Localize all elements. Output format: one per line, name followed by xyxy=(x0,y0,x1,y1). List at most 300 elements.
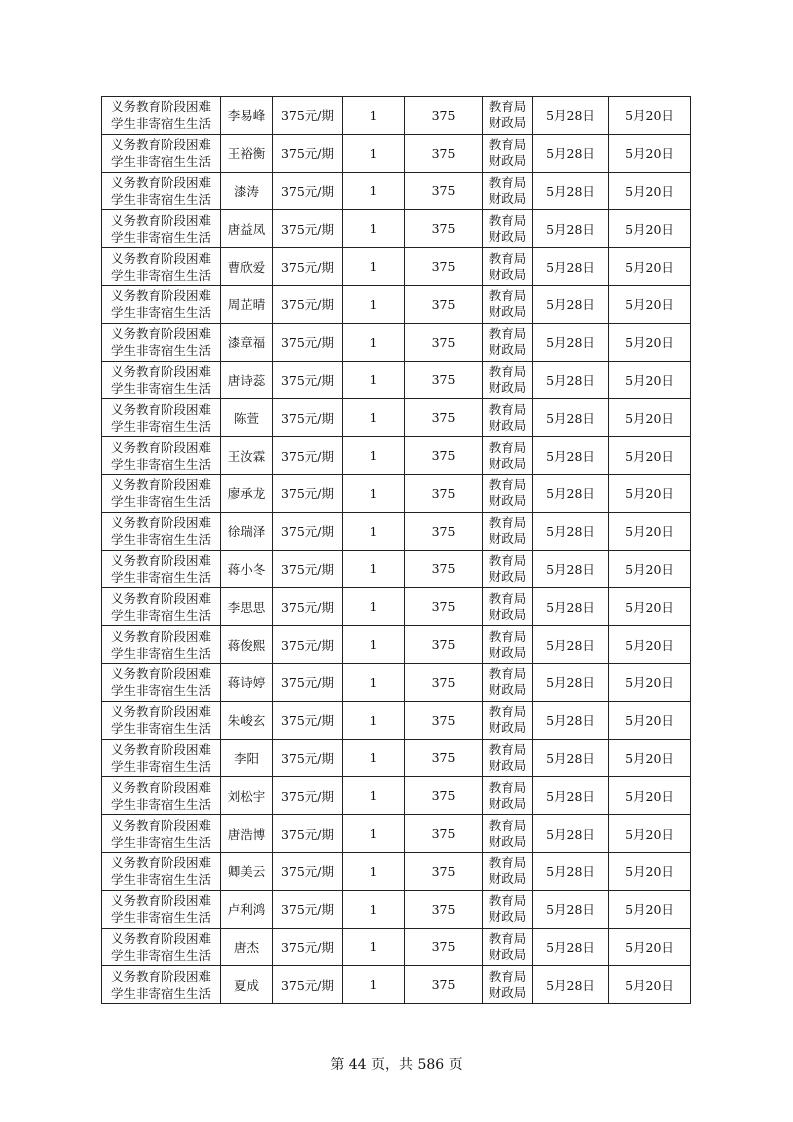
standard-cell: 375元/期 xyxy=(273,815,343,853)
dept-cell-line: 财政局 xyxy=(488,115,527,131)
count-cell: 1 xyxy=(343,210,405,248)
dept-cell-line: 教育局 xyxy=(488,741,527,757)
dept-cell-line: 财政局 xyxy=(488,228,527,244)
item-cell-line: 义务教育阶段困难 xyxy=(110,250,211,266)
date1-cell: 5月28日 xyxy=(533,966,609,1004)
standard-cell: 375元/期 xyxy=(273,663,343,701)
date2-cell: 5月20日 xyxy=(609,361,691,399)
standard-cell: 375元/期 xyxy=(273,361,343,399)
item-cell-line: 义务教育阶段困难 xyxy=(110,968,211,984)
item-cell-line: 义务教育阶段困难 xyxy=(110,628,211,644)
dept-cell-line: 教育局 xyxy=(488,893,527,909)
table-row xyxy=(102,210,691,248)
item-cell-line: 义务教育阶段困难 xyxy=(110,666,211,682)
date1-cell: 5月28日 xyxy=(533,701,609,739)
item-cell xyxy=(102,777,221,815)
item-cell-line: 义务教育阶段困难 xyxy=(110,704,211,720)
count-cell: 1 xyxy=(343,966,405,1004)
table-row xyxy=(102,399,691,437)
amount-cell: 375 xyxy=(405,588,483,626)
name-cell: 李易峰 xyxy=(221,97,273,135)
date1-cell: 5月28日 xyxy=(533,890,609,928)
item-cell xyxy=(102,248,221,286)
dept-cell-line: 教育局 xyxy=(488,930,527,946)
table-row xyxy=(102,248,691,286)
amount-cell: 375 xyxy=(405,210,483,248)
dept-cell xyxy=(483,588,533,626)
date2-cell: 5月20日 xyxy=(609,134,691,172)
dept-cell-line: 教育局 xyxy=(488,401,527,417)
date1-cell: 5月28日 xyxy=(533,172,609,210)
dept-cell-line: 财政局 xyxy=(488,682,527,698)
count-cell: 1 xyxy=(343,134,405,172)
item-cell-line: 义务教育阶段困难 xyxy=(110,99,211,115)
amount-cell: 375 xyxy=(405,777,483,815)
dept-cell xyxy=(483,815,533,853)
count-cell: 1 xyxy=(343,928,405,966)
item-cell xyxy=(102,361,221,399)
date2-cell: 5月20日 xyxy=(609,285,691,323)
item-cell xyxy=(102,172,221,210)
count-cell: 1 xyxy=(343,97,405,135)
table-row xyxy=(102,323,691,361)
dept-cell-line: 教育局 xyxy=(488,515,527,531)
count-cell: 1 xyxy=(343,663,405,701)
dept-cell xyxy=(483,248,533,286)
standard-cell: 375元/期 xyxy=(273,739,343,777)
item-cell xyxy=(102,512,221,550)
date1-cell: 5月28日 xyxy=(533,134,609,172)
amount-cell: 375 xyxy=(405,248,483,286)
count-cell: 1 xyxy=(343,512,405,550)
amount-cell: 375 xyxy=(405,966,483,1004)
count-cell: 1 xyxy=(343,890,405,928)
item-cell-line: 义务教育阶段困难 xyxy=(110,401,211,417)
date2-cell: 5月20日 xyxy=(609,852,691,890)
table-body xyxy=(102,97,691,1004)
item-cell-line: 学生非寄宿生生活 xyxy=(110,796,211,812)
item-cell-line: 义务教育阶段困难 xyxy=(110,137,211,153)
dept-cell xyxy=(483,134,533,172)
dept-cell xyxy=(483,474,533,512)
item-cell-line: 学生非寄宿生生活 xyxy=(110,494,211,510)
date2-cell: 5月20日 xyxy=(609,626,691,664)
standard-cell: 375元/期 xyxy=(273,777,343,815)
standard-cell: 375元/期 xyxy=(273,285,343,323)
dept-cell xyxy=(483,97,533,135)
item-cell xyxy=(102,97,221,135)
date1-cell: 5月28日 xyxy=(533,97,609,135)
dept-cell xyxy=(483,852,533,890)
item-cell-line: 义务教育阶段困难 xyxy=(110,212,211,228)
item-cell-line: 义务教育阶段困难 xyxy=(110,930,211,946)
dept-cell xyxy=(483,739,533,777)
dept-cell-line: 教育局 xyxy=(488,326,527,342)
date2-cell: 5月20日 xyxy=(609,966,691,1004)
date1-cell: 5月28日 xyxy=(533,399,609,437)
date1-cell: 5月28日 xyxy=(533,550,609,588)
dept-cell xyxy=(483,928,533,966)
item-cell-line: 学生非寄宿生生活 xyxy=(110,872,211,888)
date1-cell: 5月28日 xyxy=(533,626,609,664)
item-cell-line: 学生非寄宿生生活 xyxy=(110,418,211,434)
standard-cell: 375元/期 xyxy=(273,701,343,739)
dept-cell-line: 教育局 xyxy=(488,99,527,115)
dept-cell xyxy=(483,285,533,323)
dept-cell xyxy=(483,550,533,588)
dept-cell-line: 财政局 xyxy=(488,493,527,509)
name-cell: 王裕衡 xyxy=(221,134,273,172)
dept-cell-line: 财政局 xyxy=(488,795,527,811)
item-cell-line: 义务教育阶段困难 xyxy=(110,741,211,757)
table-row xyxy=(102,626,691,664)
date1-cell: 5月28日 xyxy=(533,437,609,475)
name-cell: 唐浩博 xyxy=(221,815,273,853)
dept-cell xyxy=(483,512,533,550)
item-cell-line: 学生非寄宿生生活 xyxy=(110,456,211,472)
standard-cell: 375元/期 xyxy=(273,626,343,664)
standard-cell: 375元/期 xyxy=(273,890,343,928)
item-cell-line: 学生非寄宿生生活 xyxy=(110,191,211,207)
dept-cell xyxy=(483,361,533,399)
date2-cell: 5月20日 xyxy=(609,928,691,966)
date2-cell: 5月20日 xyxy=(609,248,691,286)
table-row xyxy=(102,852,691,890)
item-cell-line: 学生非寄宿生生活 xyxy=(110,305,211,321)
standard-cell: 375元/期 xyxy=(273,172,343,210)
item-cell-line: 学生非寄宿生生活 xyxy=(110,721,211,737)
standard-cell: 375元/期 xyxy=(273,474,343,512)
item-cell-line: 学生非寄宿生生活 xyxy=(110,910,211,926)
date1-cell: 5月28日 xyxy=(533,928,609,966)
dept-cell-line: 教育局 xyxy=(488,137,527,153)
count-cell: 1 xyxy=(343,474,405,512)
count-cell: 1 xyxy=(343,399,405,437)
standard-cell: 375元/期 xyxy=(273,248,343,286)
dept-cell-line: 财政局 xyxy=(488,720,527,736)
dept-cell-line: 教育局 xyxy=(488,590,527,606)
item-cell xyxy=(102,663,221,701)
item-cell xyxy=(102,852,221,890)
table-row xyxy=(102,437,691,475)
dept-cell-line: 教育局 xyxy=(488,704,527,720)
dept-cell-line: 财政局 xyxy=(488,644,527,660)
standard-cell: 375元/期 xyxy=(273,550,343,588)
date1-cell: 5月28日 xyxy=(533,512,609,550)
dept-cell xyxy=(483,323,533,361)
table-row xyxy=(102,890,691,928)
amount-cell: 375 xyxy=(405,928,483,966)
dept-cell-line: 教育局 xyxy=(488,552,527,568)
item-cell xyxy=(102,928,221,966)
dept-cell xyxy=(483,890,533,928)
name-cell: 蒋诗婷 xyxy=(221,663,273,701)
count-cell: 1 xyxy=(343,777,405,815)
dept-cell-line: 财政局 xyxy=(488,568,527,584)
count-cell: 1 xyxy=(343,550,405,588)
item-cell-line: 义务教育阶段困难 xyxy=(110,326,211,342)
table-row xyxy=(102,172,691,210)
date2-cell: 5月20日 xyxy=(609,739,691,777)
item-cell-line: 学生非寄宿生生活 xyxy=(110,607,211,623)
item-cell xyxy=(102,550,221,588)
date1-cell: 5月28日 xyxy=(533,361,609,399)
dept-cell-line: 财政局 xyxy=(488,379,527,395)
standard-cell: 375元/期 xyxy=(273,323,343,361)
date2-cell: 5月20日 xyxy=(609,550,691,588)
dept-cell-line: 教育局 xyxy=(488,817,527,833)
dept-cell-line: 教育局 xyxy=(488,212,527,228)
date1-cell: 5月28日 xyxy=(533,210,609,248)
count-cell: 1 xyxy=(343,852,405,890)
table-row xyxy=(102,663,691,701)
amount-cell: 375 xyxy=(405,815,483,853)
date2-cell: 5月20日 xyxy=(609,663,691,701)
date1-cell: 5月28日 xyxy=(533,323,609,361)
count-cell: 1 xyxy=(343,739,405,777)
dept-cell-line: 教育局 xyxy=(488,968,527,984)
name-cell: 徐瑞泽 xyxy=(221,512,273,550)
dept-cell-line: 教育局 xyxy=(488,628,527,644)
amount-cell: 375 xyxy=(405,512,483,550)
date2-cell: 5月20日 xyxy=(609,474,691,512)
name-cell: 唐杰 xyxy=(221,928,273,966)
name-cell: 曹欣爱 xyxy=(221,248,273,286)
item-cell-line: 义务教育阶段困难 xyxy=(110,477,211,493)
dept-cell-line: 教育局 xyxy=(488,855,527,871)
name-cell: 卿美云 xyxy=(221,852,273,890)
item-cell-line: 义务教育阶段困难 xyxy=(110,855,211,871)
item-cell-line: 义务教育阶段困难 xyxy=(110,439,211,455)
date1-cell: 5月28日 xyxy=(533,815,609,853)
item-cell-line: 学生非寄宿生生活 xyxy=(110,532,211,548)
count-cell: 1 xyxy=(343,626,405,664)
item-cell-line: 学生非寄宿生生活 xyxy=(110,267,211,283)
date2-cell: 5月20日 xyxy=(609,437,691,475)
count-cell: 1 xyxy=(343,361,405,399)
item-cell-line: 学生非寄宿生生活 xyxy=(110,154,211,170)
count-cell: 1 xyxy=(343,285,405,323)
item-cell-line: 学生非寄宿生生活 xyxy=(110,947,211,963)
date1-cell: 5月28日 xyxy=(533,663,609,701)
amount-cell: 375 xyxy=(405,437,483,475)
standard-cell: 375元/期 xyxy=(273,928,343,966)
count-cell: 1 xyxy=(343,815,405,853)
table-row xyxy=(102,928,691,966)
count-cell: 1 xyxy=(343,588,405,626)
name-cell: 漆章福 xyxy=(221,323,273,361)
dept-cell-line: 教育局 xyxy=(488,250,527,266)
amount-cell: 375 xyxy=(405,474,483,512)
standard-cell: 375元/期 xyxy=(273,966,343,1004)
item-cell xyxy=(102,474,221,512)
name-cell: 蒋俊熙 xyxy=(221,626,273,664)
standard-cell: 375元/期 xyxy=(273,210,343,248)
page-footer: 第 44 页，共 586 页 xyxy=(330,1057,463,1073)
dept-cell-line: 财政局 xyxy=(488,833,527,849)
item-cell xyxy=(102,437,221,475)
table-row xyxy=(102,588,691,626)
name-cell: 唐诗蕊 xyxy=(221,361,273,399)
dept-cell xyxy=(483,966,533,1004)
amount-cell: 375 xyxy=(405,852,483,890)
date1-cell: 5月28日 xyxy=(533,852,609,890)
item-cell-line: 义务教育阶段困难 xyxy=(110,590,211,606)
dept-cell-line: 财政局 xyxy=(488,946,527,962)
item-cell-line: 义务教育阶段困难 xyxy=(110,779,211,795)
item-cell xyxy=(102,701,221,739)
item-cell-line: 义务教育阶段困难 xyxy=(110,515,211,531)
count-cell: 1 xyxy=(343,701,405,739)
amount-cell: 375 xyxy=(405,285,483,323)
item-cell-line: 义务教育阶段困难 xyxy=(110,288,211,304)
item-cell xyxy=(102,210,221,248)
amount-cell: 375 xyxy=(405,663,483,701)
item-cell xyxy=(102,134,221,172)
standard-cell: 375元/期 xyxy=(273,97,343,135)
name-cell: 王汝霖 xyxy=(221,437,273,475)
count-cell: 1 xyxy=(343,437,405,475)
item-cell-line: 义务教育阶段困难 xyxy=(110,174,211,190)
subsidy-table xyxy=(101,96,691,1004)
dept-cell-line: 财政局 xyxy=(488,190,527,206)
dept-cell xyxy=(483,172,533,210)
date2-cell: 5月20日 xyxy=(609,323,691,361)
dept-cell-line: 教育局 xyxy=(488,779,527,795)
count-cell: 1 xyxy=(343,323,405,361)
dept-cell-line: 教育局 xyxy=(488,174,527,190)
table-row xyxy=(102,361,691,399)
dept-cell-line: 财政局 xyxy=(488,266,527,282)
dept-cell-line: 教育局 xyxy=(488,666,527,682)
name-cell: 夏成 xyxy=(221,966,273,1004)
dept-cell-line: 财政局 xyxy=(488,757,527,773)
date2-cell: 5月20日 xyxy=(609,701,691,739)
dept-cell-line: 财政局 xyxy=(488,455,527,471)
table-row xyxy=(102,550,691,588)
table-row xyxy=(102,285,691,323)
amount-cell: 375 xyxy=(405,550,483,588)
date2-cell: 5月20日 xyxy=(609,210,691,248)
table-row xyxy=(102,474,691,512)
item-cell-line: 学生非寄宿生生活 xyxy=(110,834,211,850)
dept-cell-line: 教育局 xyxy=(488,288,527,304)
item-cell xyxy=(102,323,221,361)
item-cell xyxy=(102,399,221,437)
amount-cell: 375 xyxy=(405,399,483,437)
item-cell-line: 学生非寄宿生生活 xyxy=(110,116,211,132)
dept-cell-line: 教育局 xyxy=(488,477,527,493)
item-cell-line: 义务教育阶段困难 xyxy=(110,363,211,379)
dept-cell-line: 财政局 xyxy=(488,606,527,622)
table-row xyxy=(102,777,691,815)
date1-cell: 5月28日 xyxy=(533,739,609,777)
standard-cell: 375元/期 xyxy=(273,588,343,626)
item-cell xyxy=(102,890,221,928)
name-cell: 漆涛 xyxy=(221,172,273,210)
table-row xyxy=(102,966,691,1004)
dept-cell-line: 财政局 xyxy=(488,153,527,169)
dept-cell-line: 财政局 xyxy=(488,531,527,547)
table-row xyxy=(102,815,691,853)
date1-cell: 5月28日 xyxy=(533,285,609,323)
date1-cell: 5月28日 xyxy=(533,588,609,626)
amount-cell: 375 xyxy=(405,626,483,664)
dept-cell xyxy=(483,626,533,664)
name-cell: 周芷晴 xyxy=(221,285,273,323)
dept-cell-line: 教育局 xyxy=(488,363,527,379)
name-cell: 廖承龙 xyxy=(221,474,273,512)
name-cell: 蒋小冬 xyxy=(221,550,273,588)
name-cell: 唐益凤 xyxy=(221,210,273,248)
amount-cell: 375 xyxy=(405,361,483,399)
item-cell-line: 学生非寄宿生生活 xyxy=(110,758,211,774)
item-cell-line: 义务教育阶段困难 xyxy=(110,893,211,909)
amount-cell: 375 xyxy=(405,97,483,135)
date1-cell: 5月28日 xyxy=(533,248,609,286)
dept-cell xyxy=(483,777,533,815)
dept-cell xyxy=(483,399,533,437)
date1-cell: 5月28日 xyxy=(533,777,609,815)
name-cell: 陈萱 xyxy=(221,399,273,437)
name-cell: 李阳 xyxy=(221,739,273,777)
dept-cell-line: 财政局 xyxy=(488,909,527,925)
item-cell xyxy=(102,966,221,1004)
dept-cell xyxy=(483,210,533,248)
date2-cell: 5月20日 xyxy=(609,777,691,815)
date2-cell: 5月20日 xyxy=(609,97,691,135)
dept-cell-line: 财政局 xyxy=(488,342,527,358)
dept-cell-line: 财政局 xyxy=(488,304,527,320)
name-cell: 刘松宇 xyxy=(221,777,273,815)
standard-cell: 375元/期 xyxy=(273,852,343,890)
item-cell xyxy=(102,588,221,626)
dept-cell-line: 财政局 xyxy=(488,417,527,433)
amount-cell: 375 xyxy=(405,890,483,928)
table-row xyxy=(102,739,691,777)
item-cell-line: 学生非寄宿生生活 xyxy=(110,343,211,359)
item-cell-line: 学生非寄宿生生活 xyxy=(110,683,211,699)
item-cell-line: 学生非寄宿生生活 xyxy=(110,380,211,396)
date2-cell: 5月20日 xyxy=(609,512,691,550)
date2-cell: 5月20日 xyxy=(609,890,691,928)
item-cell xyxy=(102,285,221,323)
name-cell: 李思思 xyxy=(221,588,273,626)
table-row xyxy=(102,134,691,172)
dept-cell-line: 财政局 xyxy=(488,871,527,887)
count-cell: 1 xyxy=(343,248,405,286)
item-cell xyxy=(102,739,221,777)
name-cell: 朱峻玄 xyxy=(221,701,273,739)
item-cell-line: 义务教育阶段困难 xyxy=(110,817,211,833)
standard-cell: 375元/期 xyxy=(273,512,343,550)
table-row xyxy=(102,701,691,739)
standard-cell: 375元/期 xyxy=(273,437,343,475)
amount-cell: 375 xyxy=(405,701,483,739)
item-cell xyxy=(102,815,221,853)
dept-cell-line: 财政局 xyxy=(488,984,527,1000)
date2-cell: 5月20日 xyxy=(609,815,691,853)
item-cell-line: 学生非寄宿生生活 xyxy=(110,645,211,661)
table-row xyxy=(102,512,691,550)
dept-cell xyxy=(483,437,533,475)
date2-cell: 5月20日 xyxy=(609,588,691,626)
date2-cell: 5月20日 xyxy=(609,399,691,437)
item-cell-line: 学生非寄宿生生活 xyxy=(110,229,211,245)
item-cell xyxy=(102,626,221,664)
amount-cell: 375 xyxy=(405,739,483,777)
name-cell: 卢利鸿 xyxy=(221,890,273,928)
